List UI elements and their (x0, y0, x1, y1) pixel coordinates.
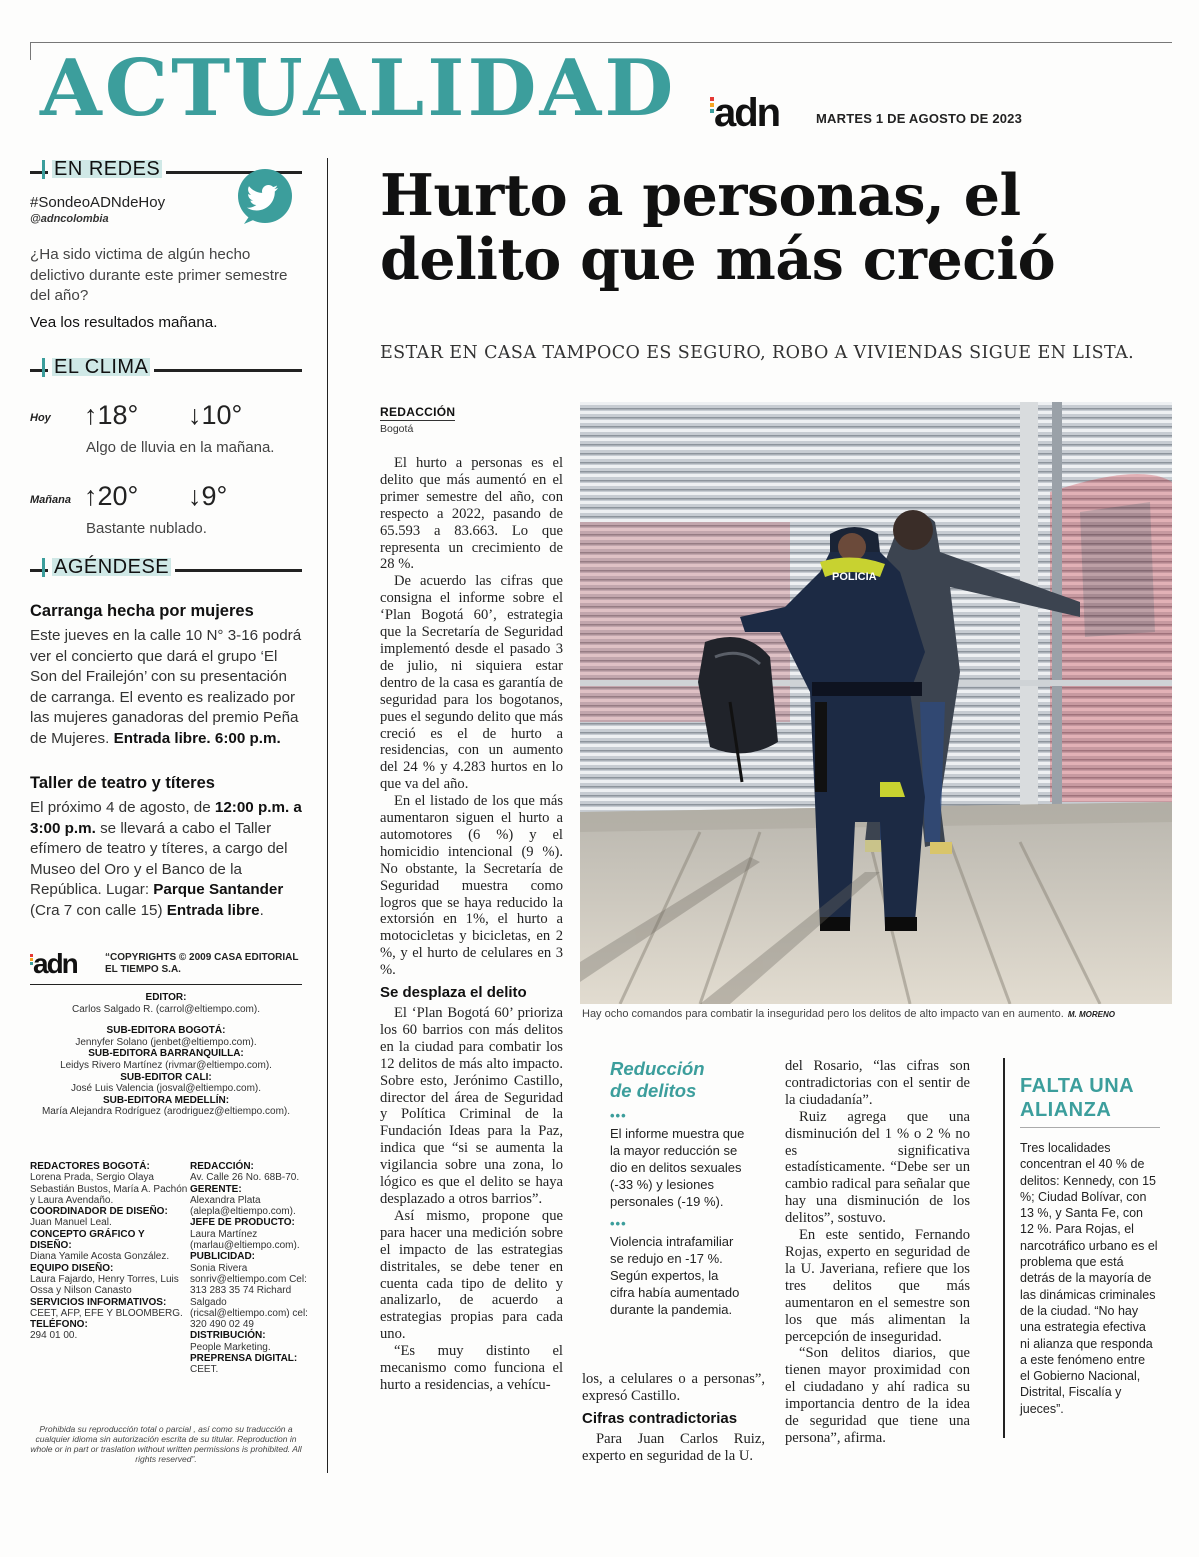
weather-low: ↓9° (188, 481, 228, 511)
credit-names: María Alejandra Rodríguez (arodriguez@eltiempo.com). (41, 1106, 291, 1118)
event-title: Carranga hecha por mujeres (30, 602, 254, 620)
credit-names: CEET. (190, 1364, 219, 1376)
poll-cta: Vea los resultados mañana. (30, 314, 218, 331)
credit-entry (190, 1217, 308, 1251)
credit-role: REDACTORES BOGOTÁ: (30, 1161, 150, 1172)
section-header-label: EL CLIMA (54, 356, 149, 378)
credit-role: SUB-EDITOR CALI: (120, 1071, 212, 1083)
paragraph: En este sentido, Fernando Rojas, experto en seguridad de la U. Javeriana, refiere que los tres delitos que más aumentaron en el semestre son los que más alimentan la percepción de inseguridad. (785, 1227, 970, 1345)
subheadline: ESTAR EN CASA TAMPOCO ES SEGURO, ROBO A VIVIENDAS SIGUE EN LISTA. (380, 343, 1135, 363)
poll-question: ¿Ha sido victima de algún hecho delictivo durante este primer semestre del año? (30, 246, 288, 304)
credit-entry (30, 1025, 302, 1048)
credit-role: GERENTE: (190, 1183, 242, 1195)
credit-names: Av. Calle 26 No. 68B-70. (190, 1172, 300, 1184)
paragraph: Para Juan Carlos Ruiz, experto en seguridad de la U. (582, 1430, 765, 1464)
bullet-dots: ••• (610, 1216, 627, 1231)
credit-names: Laura Fajardo, Henry Torres, Luis Ossa y Nilson Canasto (30, 1273, 179, 1297)
credit-entry (30, 1161, 188, 1206)
weather-day: Mañana (30, 494, 71, 506)
subtitle: Se desplaza el delito (380, 984, 527, 1002)
credit-role: EDITOR: (145, 992, 187, 1003)
credit-names: Juan Manuel Leal. (30, 1217, 112, 1229)
credit-role: EQUIPO DISEÑO: (30, 1262, 114, 1274)
byline-author: REDACCIÓN (380, 405, 456, 419)
section-header-label: EN REDES (54, 158, 161, 180)
adn-logo-text: adn (714, 91, 780, 135)
credit-entry (190, 1353, 308, 1376)
paragraph: los, a celulares o a personas”, expresó Castillo. (582, 1371, 765, 1404)
paragraph: De acuerdo las cifras que consigna el informe sobre el ‘Plan Bogotá 60’, estrategia que la Secretaría de Seguridad implementó desde el pasado 3 de julio, ni siquiera estar dentro de la casa es garantía de seguridad para los bogotanos, pues el segundo delito que más creció es el de hurto a residencias, con un aumento del 24 % y 4.283 hurtos en lo que va del año. (380, 573, 563, 793)
article-col-2 (582, 1371, 765, 1465)
paragraph: El ‘Plan Bogotá 60’ prioriza los 60 barrios con más delitos en la ciudad para combatir los 12 delitos de más alto impacto. Sobre esto, Jerónimo Castillo, director del área de Seguridad y Política Criminal de la Fundación Ideas para la Paz, indica que “si se aumenta la vigilancia sobre una zona, lo lógico es que el delito se haya desplazado a otros barrios”. (380, 1005, 563, 1207)
byline-city: Bogotá (380, 423, 414, 435)
paragraph: El hurto a personas es el delito que más aumentó en el primer semestre del año, con respecto a 2022, pasando de 65.593 a 83.663. Lo que representa un crecimiento de 28 %. (380, 455, 563, 573)
byline (380, 403, 455, 435)
credit-names: Laura Martínez (marlau@eltiempo.com). (190, 1228, 300, 1252)
paragraph: Ruiz agrega que una disminución del 1 % o 2 % no es significativa estadísticamente. “Debe ser un cambio radical para señalar que hay una disminución de los delitos”, sostuvo. (785, 1108, 970, 1227)
sidebar-item: Violencia intrafamiliar se redujo en -17 %. Según expertos, la cifra había aumentado durante la pandemia. (610, 1234, 740, 1317)
copyright: “COPYRIGHTS © 2009 CASA EDITORIAL EL TIEMPO S.A. (105, 952, 299, 975)
credit-entry (30, 1319, 188, 1342)
credit-entry (30, 992, 302, 1015)
credit-names: Alexandra Plata (alepla@eltiempo.com). (190, 1194, 296, 1218)
headline: Hurto a personas, el delito que más creció (380, 162, 1056, 293)
bullet-dots: ••• (610, 1108, 627, 1123)
credits-staff-left (30, 1161, 188, 1342)
paragraph: En el listado de los que más aumentaron siguen el hurto a automotores (6 %) y el homicidio intencional (9 %). No obstante, la Secretaría de Seguridad muestra como logros que se haya reducido la extorsión en 1%, el hurto a motocicletas y bicicletas, en 2 %, y el hurto de celulares en 3 %. (380, 793, 563, 979)
credit-entry (30, 1263, 188, 1297)
credit-role: DISTRIBUCIÓN: (190, 1330, 266, 1342)
credit-names: Diana Yamile Acosta González. (30, 1251, 170, 1263)
credit-entry (30, 1095, 302, 1118)
photo-credit: M. MORENO (1067, 1010, 1115, 1019)
paragraph: del Rosario, “las cifras son contradictorias con el sentir de la ciudadanía”. (785, 1058, 970, 1108)
credits-rule (30, 984, 302, 985)
paragraph: “Son delitos diarios, que tienen mayor proximidad con el ciudadano y ahí radica su importancia dentro de la idea de seguridad que tiene una persona”, afirma. (785, 1345, 970, 1446)
sidebar-title: FALTA UNA ALIANZA (1020, 1075, 1134, 1121)
weather-desc: Bastante nublado. (86, 520, 207, 537)
weather-desc: Algo de lluvia en la mañana. (86, 439, 275, 456)
credit-role: SERVICIOS INFORMATIVOS: (30, 1296, 167, 1308)
section-header-clima (30, 358, 302, 380)
event-text: El próximo 4 de agosto, de 12:00 p.m. a 3:00 p.m. se llevará a cabo el Taller efímero de teatro y títeres, a cargo del Museo del Oro y el Banco de la República. Lugar: Parque Santander (Cra 7 con calle 15) Entrada libre. (30, 799, 302, 919)
credit-entry (30, 1048, 302, 1071)
section-header-agenda (30, 558, 302, 580)
section-header-label: AGÉNDESE (54, 556, 170, 578)
credit-names: José Luis Valencia (josval@eltiempo.com). (70, 1083, 262, 1095)
photo-caption: Hay ocho comandos para combatir la inseguridad pero los delitos de alto impacto van en aumento. M. MORENO (582, 1008, 1115, 1020)
event-text: Este jueves en la calle 10 N° 3-16 podrá ver el concierto que dará el grupo ‘El Son del Frailejón’ con su presentación de carranga. El evento es realizado por las mujeres ganadoras del premio Peña de Mujeres. Entrada libre. 6:00 p.m. (30, 627, 302, 747)
article-photo (580, 402, 1172, 1004)
svg-text:POLICIA: POLICIA (832, 571, 877, 583)
sidebar-rule (1020, 1127, 1160, 1128)
weather-high: ↑20° (84, 481, 139, 511)
paragraph: “Es muy distinto el mecanismo como funciona el hurto a residencias, a vehícu- (380, 1343, 563, 1393)
credits-staff-right (190, 1161, 308, 1376)
credits-editors (30, 992, 302, 1118)
twitter-handle: @adncolombia (30, 213, 109, 225)
weather-low: ↓10° (188, 400, 243, 430)
credit-names: Jennyfer Solano (jenbet@eltiempo.com). (75, 1036, 257, 1048)
credit-role: CONCEPTO GRÁFICO Y DISEÑO: (30, 1228, 145, 1252)
credit-names: Carlos Salgado R. (carrol@eltiempo.com). (72, 1003, 260, 1015)
credit-role: SUB-EDITORA BARRANQUILLA: (88, 1048, 244, 1060)
sidebar-text: Tres localidades concentran el 40 % de delitos: Kennedy, con 15 %; Ciudad Bolívar, con 13 %, y Santa Fe, con 12 %. Para Rojas, el narcotráfico urbano es el problema que está detrás de la mayoría de las dinámicas criminales de la ciudad. “No hay una estrategia efectiva ni alianza que responda a este fenómeno entre el Gobierno Nacional, Distrital, Fiscalía y jueces”. (1020, 1141, 1158, 1416)
adn-logo (710, 91, 780, 135)
credit-role: REDACCIÓN: (190, 1161, 254, 1172)
top-rule-tick (30, 42, 31, 60)
section-title: ACTUALIDAD (40, 43, 677, 134)
credit-role: PUBLICIDAD: (190, 1251, 255, 1263)
twitter-bird-icon (236, 168, 294, 226)
credit-entry (30, 1072, 302, 1095)
event-title: Taller de teatro y títeres (30, 774, 215, 792)
credit-names: Sonia Rivera sonriv@eltiempo.com Cel: 313 283 35 74 Richard Salgado (ricsal@eltiempo.com) cel: 320 490 02 49 (190, 1262, 308, 1331)
credits-logo: adn (30, 950, 77, 980)
credit-names: 294 01 00. (30, 1330, 78, 1342)
hashtag: #SondeoADNdeHoy (30, 194, 166, 211)
legal-notice: Prohibida su reproducción total o parcial , así como su traducción a cualquier idioma sin autorización escrita de su titular. Reproduction in whole or in part or traslation without written permissions is prohibited. All rights reserved”. (30, 1424, 302, 1464)
credit-role: TELÉFONO: (30, 1319, 88, 1331)
subtitle: Cifras contradictorias (582, 1409, 738, 1427)
credit-names: Lorena Prada, Sergio Olaya Sebastián Bustos, María A. Pachón y Laura Avendaño. (30, 1172, 188, 1206)
credit-role: SUB-EDITORA BOGOTÁ: (106, 1025, 226, 1037)
credit-role: JEFE DE PRODUCTO: (190, 1217, 295, 1229)
column-divider (327, 158, 328, 1473)
sidebar-item: El informe muestra que la mayor reducción se dio en delitos sexuales (-33 %) y lesiones personales (-19 %). (610, 1126, 745, 1209)
credit-names: CEET, AFP, EFE Y BLOOMBERG. (30, 1307, 183, 1319)
credit-entry (30, 1229, 188, 1263)
credit-role: COORDINADOR DE DISEÑO: (30, 1206, 168, 1218)
sidebar-title: Reducción de delitos (610, 1058, 705, 1101)
article-col-3 (785, 1058, 970, 1447)
credit-entry (30, 1297, 188, 1320)
credit-entry (190, 1251, 308, 1330)
credit-entry (190, 1184, 308, 1218)
credit-entry (190, 1161, 308, 1184)
paragraph: Así mismo, propone que para hacer una medición sobre el impacto de las estrategias distritales, se debe tener en cuenta cada tipo de delito y analizarlo, de acuerdo a estrategias propias para cada uno. (380, 1207, 563, 1343)
credit-role: SUB-EDITORA MEDELLÍN: (102, 1094, 230, 1106)
article-col-1 (380, 455, 563, 1394)
weather-day: Hoy (30, 412, 51, 424)
weather-high: ↑18° (84, 400, 139, 430)
credit-names: Leidys Rivero Martínez (rivmar@eltiempo.com). (60, 1059, 272, 1071)
credit-entry (30, 1206, 188, 1229)
credit-entry (190, 1330, 308, 1353)
credit-names: People Marketing. (190, 1341, 271, 1353)
issue-date: MARTES 1 DE AGOSTO DE 2023 (816, 111, 1023, 126)
credit-role: PREPRENSA DIGITAL: (190, 1353, 298, 1365)
